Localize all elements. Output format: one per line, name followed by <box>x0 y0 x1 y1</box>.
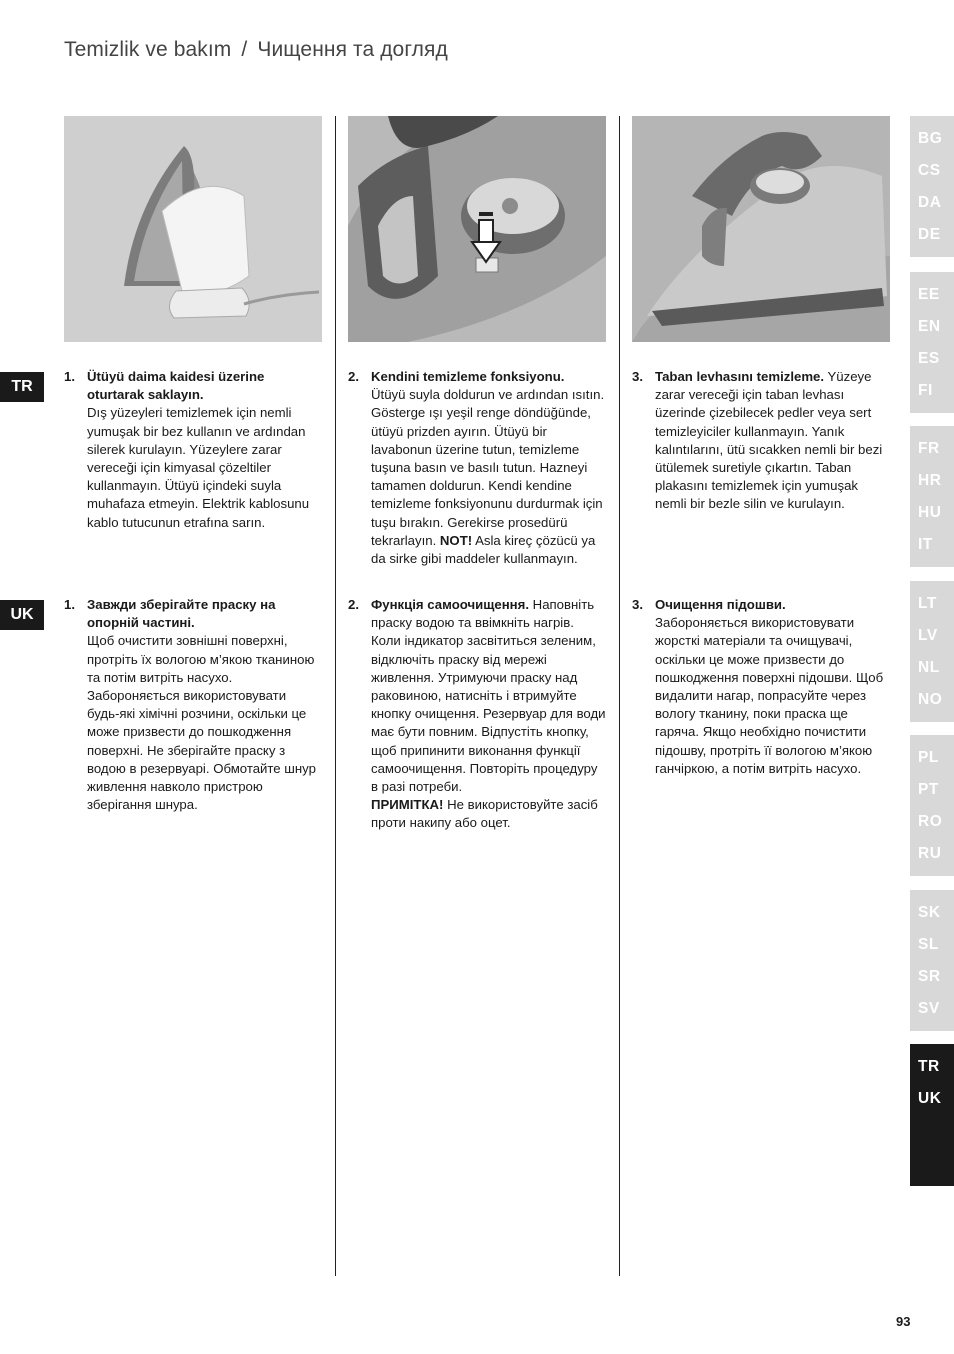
language-code-sv: SV <box>918 1000 940 1017</box>
language-code-lv: LV <box>918 627 938 644</box>
language-code-sl: SL <box>918 936 939 953</box>
step-note-label: ПРИМІТКА! <box>371 797 444 813</box>
language-group-6 <box>910 890 954 1031</box>
language-code-sk: SK <box>918 904 941 921</box>
step-heading: Kendini temizleme fonksiyonu. <box>371 369 565 384</box>
lang-tab-tr: TR <box>0 372 44 402</box>
step-number: 3. <box>632 369 643 384</box>
photo-iron-cloth <box>64 116 322 342</box>
step-text: Забороняється використовувати жорсткі матеріали та очищувачі, оскільки це може призвести до пошкодження поверхні підошви. Щоб видалити нагар, попрасуйте через вологу тканину, поки праска ще гаряча. Якщо необхідно почистити підошву, протріть її вологою м’якою ганчіркою, а потім витріть насухо. <box>655 615 884 776</box>
step-number: 2. <box>348 597 359 612</box>
page-number: 93 <box>896 1314 911 1329</box>
step-tr-1 <box>64 368 322 532</box>
language-code-da: DA <box>918 194 942 211</box>
step-note-label: NOT! <box>439 532 473 548</box>
language-code-bg: BG <box>918 130 943 147</box>
step-text: Щоб очистити зовнішні поверхні, протріть їх вологою м’якою тканиною та потім витріть насухо. Забороняється використовувати будь-які хімічні розчини, оскільки це може призвести до пошкодження поверхні. Не зберігайте праску з водою в резервуарі. Обмотайте шнур живлення навколо пристрою зберігання шнура. <box>87 633 316 813</box>
step-tr-2 <box>348 368 606 568</box>
language-code-lt: LT <box>918 595 937 612</box>
step-text: Наповніть праску водою та ввімкніть нагрів. Коли індикатор засвітиться зеленим, відключіть праску від мережі живлення. Утримуючи праску над раковиною, натисніть і втримуйте кнопку очищення. Резервуар для води має бути повним. Відпустіть кнопку, щоб припинити виконання функції самоочищення. Повторіть процедуру в разі потреби. <box>371 597 606 795</box>
language-group-5 <box>910 735 954 876</box>
language-group-7 <box>910 1044 954 1186</box>
selfclean-illustration <box>348 116 606 342</box>
page-header <box>64 38 448 62</box>
language-code-en: EN <box>918 318 941 335</box>
language-code-sr: SR <box>918 968 941 985</box>
language-code-ru: RU <box>918 845 942 862</box>
step-heading: Taban levhasını temizleme. <box>655 369 825 384</box>
header-title-uk: Чищення та догляд <box>257 38 448 61</box>
language-code-cs: CS <box>918 162 941 179</box>
language-code-it: IT <box>918 536 933 553</box>
step-text: Yüzeye zarar vereceği için taban levhası üzerinde çizebilecek pedler veya sert temizleyiciler kullanmayın. Yanık kalıntılarını, ütü sıcakken nemli bir bezi ütülemek suretiyle çıkartın. Taban plakasını temizlemek için yumuşak nemli bir bezle silin ve kurulayın. <box>655 369 883 512</box>
step-number: 1. <box>64 369 75 384</box>
step-heading: Завжди зберігайте праску на опорній частині. <box>87 597 276 631</box>
language-code-hr: HR <box>918 472 942 489</box>
step-number: 3. <box>632 597 643 612</box>
step-number: 2. <box>348 369 359 384</box>
step-heading: Ütüyü daima kaidesi üzerine oturtarak saklayın. <box>87 369 265 403</box>
language-code-fr: FR <box>918 440 940 457</box>
soleplate-illustration <box>632 116 890 342</box>
step-text: Ütüyü suyla doldurun ve ardından ısıtın. Gösterge ışı yeşil renge döndüğünde, ütüyü prizden ayırın. Ütüyü bir lavabonun üzerine tutun, temizleme tuşuna basın ve basılı tutun. Hazneyi tamamen doldurun. Kendi kendine temizleme fonksiyonunu durdurmak için tuşu bırakın. Gerekirse prosedürü tekrarlayın. <box>371 387 605 548</box>
step-heading: Функція самоочищення. <box>371 597 529 612</box>
language-group-4 <box>910 581 954 722</box>
language-code-fi: FI <box>918 382 933 399</box>
language-code-hu: HU <box>918 504 942 521</box>
language-code-pl: PL <box>918 749 939 766</box>
step-number: 1. <box>64 597 75 612</box>
step-uk-3 <box>632 596 890 778</box>
iron-cloth-illustration <box>64 116 322 342</box>
column-divider-1 <box>335 116 336 1276</box>
step-note-text: Asla kireç çözücü ya da sirke gibi maddeler kullanmayın. <box>371 532 596 567</box>
language-group-3 <box>910 426 954 567</box>
header-separator: / <box>241 38 248 61</box>
language-code-de: DE <box>918 226 941 243</box>
language-code-uk: UK <box>918 1090 942 1107</box>
lang-tab-uk: UK <box>0 600 44 630</box>
language-code-tr: TR <box>918 1058 940 1075</box>
language-group-1 <box>910 116 954 257</box>
header-title-tr: Temizlik ve bakım <box>64 38 232 61</box>
language-code-pt: PT <box>918 781 939 798</box>
photo-selfclean-button <box>348 116 606 342</box>
language-code-ro: RO <box>918 813 943 830</box>
step-uk-2 <box>348 596 606 833</box>
language-code-ee: EE <box>918 286 940 303</box>
language-code-es: ES <box>918 350 940 367</box>
step-heading: Очищення підошви. <box>655 597 786 612</box>
step-text: Dış yüzeyleri temizlemek için nemli yumuşak bir bez kullanın ve ardından silerek kurulayın. Yüzeylere zarar vereceği için kimyasal çözeltiler kullanmayın. Ütüyü içindeki suyla muhafaza etmeyin. Elektrik kablosunu kablo tutucunun etrafına sarın. <box>87 405 310 530</box>
step-tr-3 <box>632 368 890 514</box>
language-code-no: NO <box>918 691 943 708</box>
step-uk-1 <box>64 596 322 814</box>
column-divider-2 <box>619 116 620 1276</box>
language-code-nl: NL <box>918 659 940 676</box>
photo-soleplate <box>632 116 890 342</box>
step-note-text: Не використовуйте засіб проти накипу або оцет. <box>371 797 598 831</box>
language-group-2 <box>910 272 954 413</box>
